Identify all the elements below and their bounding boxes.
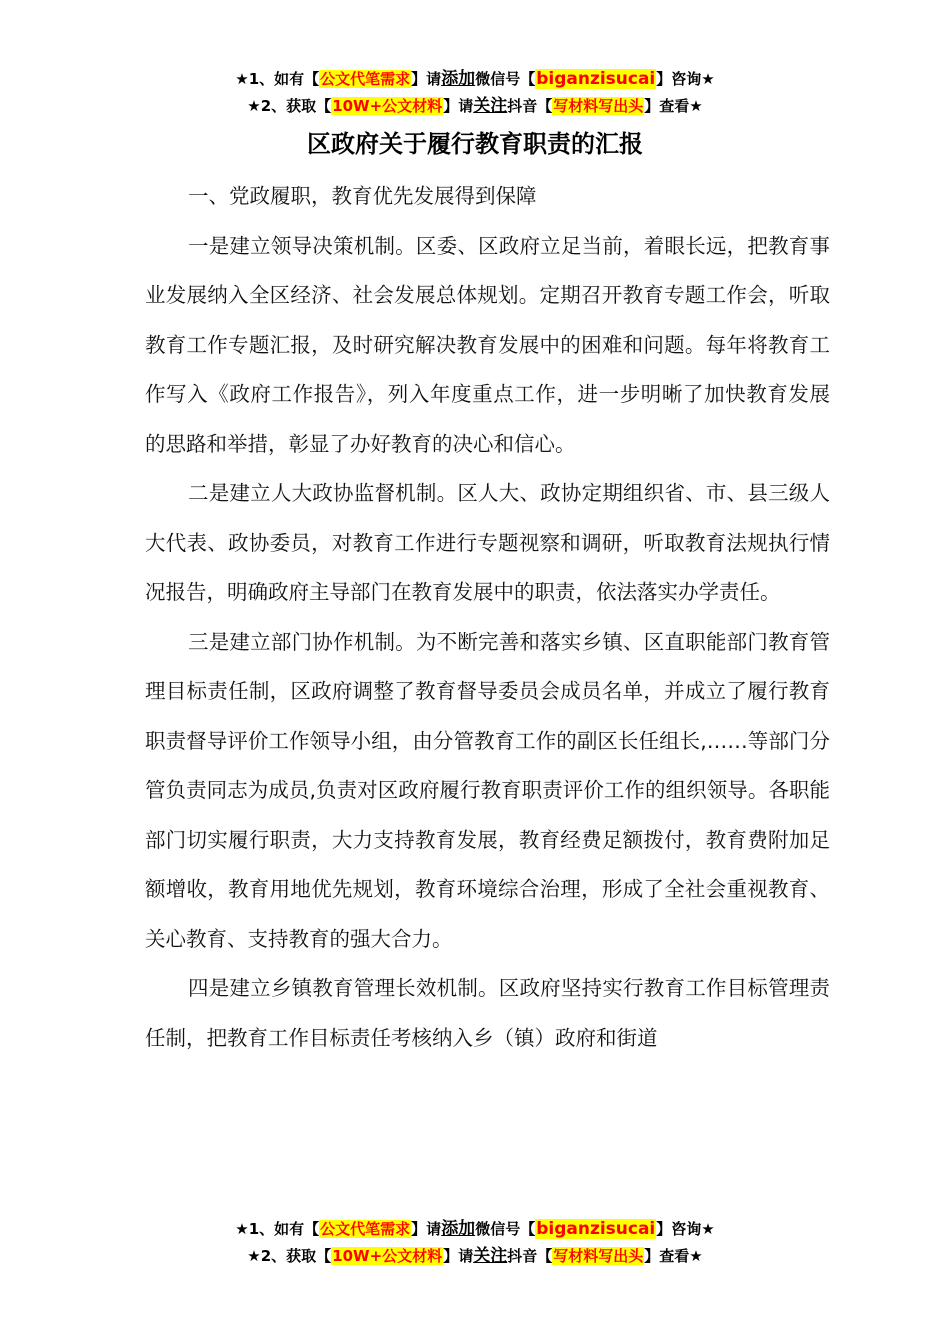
banner-text: ★1、如有【 xyxy=(235,70,320,88)
banner-text: 】咨询★ xyxy=(656,70,715,88)
banner-text: ★2、获取【 xyxy=(247,97,332,115)
body-paragraph: 三是建立部门协作机制。为不断完善和落实乡镇、区直职能部门教育管理目标责任制，区政府调整了教育督导委员会成员名单，并成立了履行教育职责督导评价工作领导小组，由分管教育工作的副区长任组长,……等部门分管负责同志为成员,负责对区政府履行教育职责评价工作的组织领导。各职能部门切实履行职责，大力支持教育发展，教育经费足额拨付，教育费附加足额增收，教育用地优先规划，教育环境综合治理，形成了全社会重视教育、关心教育、支持教育的强大合力。 xyxy=(145,629,830,951)
banner-highlight: biganzisucai xyxy=(536,1219,656,1239)
banner-line-2 xyxy=(0,1243,950,1270)
banner-text: 微信号【 xyxy=(475,1220,536,1238)
banner-underline: 添加 xyxy=(441,69,476,89)
banner-text: 】查看★ xyxy=(644,97,703,115)
banner-highlight: 写材料写出头 xyxy=(553,1247,644,1265)
banner-highlight: biganzisucai xyxy=(536,69,656,89)
banner-highlight: 公文代笔需求 xyxy=(320,1220,411,1238)
document-body xyxy=(145,172,830,1063)
banner-line-1 xyxy=(0,1216,950,1243)
banner-text: 微信号【 xyxy=(475,70,536,88)
banner-text: ★2、获取【 xyxy=(247,1247,332,1265)
banner-text: 抖音【 xyxy=(507,97,553,115)
body-paragraph: 一是建立领导决策机制。区委、区政府立足当前，着眼长远，把教育事业发展纳入全区经济、社会发展总体规划。定期召开教育专题工作会，听取教育工作专题汇报，及时研究解决教育发展中的困难和问题。每年将教育工作写入《政府工作报告》，列入年度重点工作，进一步明晰了加快教育发展的思路和举措，彰显了办好教育的决心和信心。 xyxy=(145,233,830,456)
banner-highlight: 10W+公文材料 xyxy=(332,1247,443,1265)
header-banner xyxy=(0,66,950,120)
banner-text: 】咨询★ xyxy=(656,1220,715,1238)
banner-underline: 关注 xyxy=(473,96,508,116)
section-heading: 一、党政履职，教育优先发展得到保障 xyxy=(188,184,537,208)
banner-text: 】请 xyxy=(411,1220,442,1238)
body-paragraph: 四是建立乡镇教育管理长效机制。区政府坚持实行教育工作目标管理责任制，把教育工作目标责任考核纳入乡（镇）政府和街道 xyxy=(145,976,830,1050)
banner-underline: 关注 xyxy=(473,1246,508,1266)
footer-banner xyxy=(0,1216,950,1270)
banner-line-2 xyxy=(0,93,950,120)
banner-text: 】请 xyxy=(443,1247,474,1265)
banner-text: 】查看★ xyxy=(644,1247,703,1265)
banner-text: 】请 xyxy=(443,97,474,115)
banner-text: 】请 xyxy=(411,70,442,88)
banner-text: ★1、如有【 xyxy=(235,1220,320,1238)
banner-highlight: 10W+公文材料 xyxy=(332,97,443,115)
banner-highlight: 公文代笔需求 xyxy=(320,70,411,88)
banner-text: 抖音【 xyxy=(507,1247,553,1265)
banner-underline: 添加 xyxy=(441,1219,476,1239)
document-title: 区政府关于履行教育职责的汇报 xyxy=(307,130,643,158)
body-paragraph: 二是建立人大政协监督机制。区人大、政协定期组织省、市、县三级人大代表、政协委员，对教育工作进行专题视察和调研，听取教育法规执行情况报告，明确政府主导部门在教育发展中的职责，依法落实办学责任。 xyxy=(145,481,830,604)
banner-line-1 xyxy=(0,66,950,93)
banner-highlight: 写材料写出头 xyxy=(553,97,644,115)
